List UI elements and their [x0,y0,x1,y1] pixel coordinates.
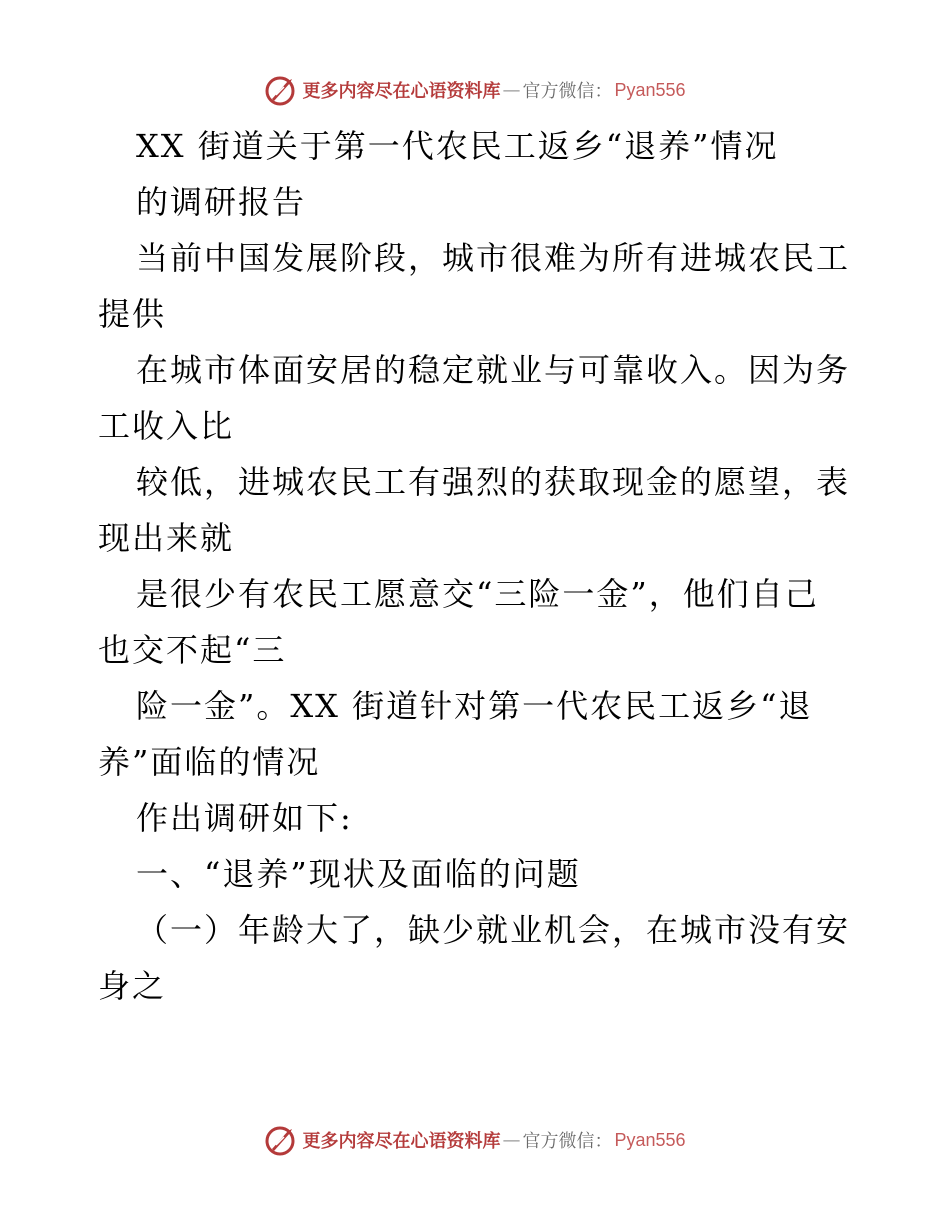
banner-text [302,77,685,103]
banner-text [302,1127,685,1153]
paragraph-line: 也交不起“三 [98,631,287,669]
document-body [98,118,858,1014]
banner-main-text: 更多内容尽在心语资料库 [302,1131,501,1152]
paragraph-line: 是很少有农民工愿意交“三险一金”，他们自己 [136,575,819,613]
paragraph-line: 身之 [98,967,167,1005]
header-banner [0,70,950,110]
paragraph-line: 提供 [98,295,167,333]
paragraph-line: 现出来就 [98,519,235,557]
banner-sub-text: 官方微信： [522,1131,613,1152]
paragraph-line: 当前中国发展阶段，城市很难为所有进城农民工 [136,239,851,277]
document-title-line: 的调研报告 [136,183,307,221]
banner-account-id: Pyan556 [614,1129,686,1150]
banner-sub-text: 官方微信： [522,81,613,102]
paragraph-line: 较低，进城农民工有强烈的获取现金的愿望，表 [136,463,851,501]
banner-separator: — [502,79,521,101]
banner-separator: — [502,1129,521,1151]
banner-account-id: Pyan556 [614,79,686,100]
subsection-heading: （一）年龄大了，缺少就业机会，在城市没有安 [136,911,851,949]
footer-banner [0,1120,950,1160]
quill-pen-logo-icon [264,1123,298,1157]
banner-main-text: 更多内容尽在心语资料库 [302,81,501,102]
paragraph-line: 作出调研如下: [136,799,353,837]
paragraph-line: 养”面临的情况 [98,743,321,781]
paragraph-line: 工收入比 [98,407,235,445]
paragraph-line: 险一金”。XX 街道针对第一代农民工返乡“退 [136,687,813,725]
paragraph-line: 在城市体面安居的稳定就业与可靠收入。因为务 [136,351,851,389]
quill-pen-logo-icon [264,73,298,107]
section-heading: 一、“退养”现状及面临的问题 [136,855,581,893]
document-title-line: XX 街道关于第一代农民工返乡“退养”情况 [136,127,779,165]
